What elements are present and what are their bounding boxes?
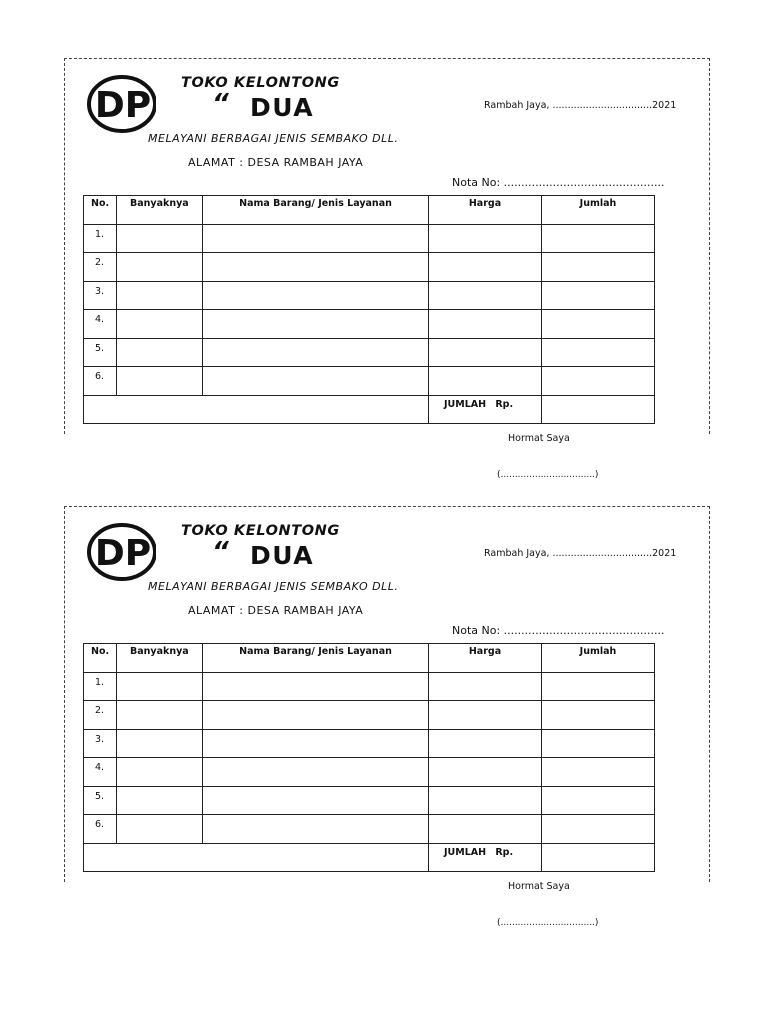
row-number: 3. <box>84 729 117 758</box>
quantity-cell[interactable] <box>117 281 203 310</box>
address: ALAMAT : DESA RAMBAH JAYA <box>188 156 364 169</box>
table-row <box>84 253 655 282</box>
header-item-name: Nama Barang/ Jenis Layanan <box>203 196 429 225</box>
header-quantity: Banyaknya <box>117 196 203 225</box>
logo-text: DP <box>94 85 152 126</box>
shop-logo <box>86 74 156 134</box>
quantity-cell[interactable] <box>117 815 203 844</box>
price-cell[interactable] <box>429 701 542 730</box>
date-line: Rambah Jaya, .................................2021 <box>484 100 677 111</box>
row-number: 2. <box>84 701 117 730</box>
total-label: JUMLAH Rp. <box>429 395 542 424</box>
header-item-name: Nama Barang/ Jenis Layanan <box>203 644 429 673</box>
header-amount: Jumlah <box>542 196 655 225</box>
header-price: Harga <box>429 644 542 673</box>
amount-cell[interactable] <box>542 701 655 730</box>
table-row <box>84 729 655 758</box>
total-amount-cell[interactable] <box>542 395 655 424</box>
price-cell[interactable] <box>429 786 542 815</box>
tagline: MELAYANI BERBAGAI JENIS SEMBAKO DLL. <box>148 132 399 145</box>
total-blank-cell <box>84 395 429 424</box>
header-no: No. <box>84 644 117 673</box>
price-cell[interactable] <box>429 367 542 396</box>
item-name-cell[interactable] <box>203 310 429 339</box>
item-name-cell[interactable] <box>203 224 429 253</box>
item-name-cell[interactable] <box>203 281 429 310</box>
items-table <box>83 643 655 872</box>
table-row <box>84 758 655 787</box>
brand-quote: “ <box>212 537 231 567</box>
item-name-cell[interactable] <box>203 815 429 844</box>
item-name-cell[interactable] <box>203 729 429 758</box>
receipt-2 <box>0 506 768 946</box>
price-cell[interactable] <box>429 281 542 310</box>
quantity-cell[interactable] <box>117 786 203 815</box>
price-cell[interactable] <box>429 758 542 787</box>
signature-line: (.................................) <box>497 470 599 480</box>
amount-cell[interactable] <box>542 310 655 339</box>
item-name-cell[interactable] <box>203 338 429 367</box>
item-name-cell[interactable] <box>203 786 429 815</box>
header-price: Harga <box>429 196 542 225</box>
total-label: JUMLAH Rp. <box>429 843 542 872</box>
table-row <box>84 672 655 701</box>
table-row <box>84 786 655 815</box>
nota-number: Nota No: .............................................. <box>452 176 665 189</box>
row-number: 2. <box>84 253 117 282</box>
signature-line: (.................................) <box>497 918 599 928</box>
cut-line-top <box>64 58 710 59</box>
row-number: 5. <box>84 786 117 815</box>
quantity-cell[interactable] <box>117 367 203 396</box>
date-line: Rambah Jaya, .................................2021 <box>484 548 677 559</box>
amount-cell[interactable] <box>542 338 655 367</box>
row-number: 3. <box>84 281 117 310</box>
total-blank-cell <box>84 843 429 872</box>
amount-cell[interactable] <box>542 758 655 787</box>
receipt-1 <box>0 58 768 498</box>
row-number: 1. <box>84 224 117 253</box>
price-cell[interactable] <box>429 815 542 844</box>
address: ALAMAT : DESA RAMBAH JAYA <box>188 604 364 617</box>
row-number: 4. <box>84 310 117 339</box>
quantity-cell[interactable] <box>117 310 203 339</box>
item-name-cell[interactable] <box>203 367 429 396</box>
total-row <box>84 843 655 872</box>
header-no: No. <box>84 196 117 225</box>
brand-word: DUA <box>250 541 315 570</box>
quantity-cell[interactable] <box>117 338 203 367</box>
quantity-cell[interactable] <box>117 672 203 701</box>
item-name-cell[interactable] <box>203 253 429 282</box>
amount-cell[interactable] <box>542 729 655 758</box>
price-cell[interactable] <box>429 672 542 701</box>
cut-line-top <box>64 506 710 507</box>
brand-word: DUA <box>250 93 315 122</box>
table-row <box>84 224 655 253</box>
nota-number: Nota No: .............................................. <box>452 624 665 637</box>
shop-name: TOKO KELONTONG <box>181 523 340 539</box>
logo-text: DP <box>94 533 152 574</box>
row-number: 5. <box>84 338 117 367</box>
amount-cell[interactable] <box>542 786 655 815</box>
quantity-cell[interactable] <box>117 253 203 282</box>
closing-text: Hormat Saya <box>508 881 570 892</box>
cut-line-left <box>64 506 65 882</box>
amount-cell[interactable] <box>542 281 655 310</box>
price-cell[interactable] <box>429 729 542 758</box>
cut-line-right <box>709 506 710 882</box>
amount-cell[interactable] <box>542 253 655 282</box>
price-cell[interactable] <box>429 224 542 253</box>
table-row <box>84 701 655 730</box>
brand-quote: “ <box>212 89 231 119</box>
closing-text: Hormat Saya <box>508 433 570 444</box>
table-row <box>84 815 655 844</box>
quantity-cell[interactable] <box>117 729 203 758</box>
row-number: 6. <box>84 815 117 844</box>
price-cell[interactable] <box>429 253 542 282</box>
amount-cell[interactable] <box>542 815 655 844</box>
tagline: MELAYANI BERBAGAI JENIS SEMBAKO DLL. <box>148 580 399 593</box>
amount-cell[interactable] <box>542 672 655 701</box>
table-row <box>84 310 655 339</box>
item-name-cell[interactable] <box>203 758 429 787</box>
cut-line-right <box>709 58 710 434</box>
cut-line-left <box>64 58 65 434</box>
total-row <box>84 395 655 424</box>
total-amount-cell[interactable] <box>542 843 655 872</box>
price-cell[interactable] <box>429 310 542 339</box>
items-table <box>83 195 655 424</box>
header-quantity: Banyaknya <box>117 644 203 673</box>
table-header-row <box>84 644 655 673</box>
amount-cell[interactable] <box>542 224 655 253</box>
item-name-cell[interactable] <box>203 701 429 730</box>
amount-cell[interactable] <box>542 367 655 396</box>
quantity-cell[interactable] <box>117 758 203 787</box>
quantity-cell[interactable] <box>117 224 203 253</box>
row-number: 6. <box>84 367 117 396</box>
row-number: 1. <box>84 672 117 701</box>
table-row <box>84 367 655 396</box>
table-row <box>84 281 655 310</box>
table-row <box>84 338 655 367</box>
table-header-row <box>84 196 655 225</box>
shop-logo <box>86 522 156 582</box>
price-cell[interactable] <box>429 338 542 367</box>
shop-name: TOKO KELONTONG <box>181 75 340 91</box>
row-number: 4. <box>84 758 117 787</box>
item-name-cell[interactable] <box>203 672 429 701</box>
quantity-cell[interactable] <box>117 701 203 730</box>
header-amount: Jumlah <box>542 644 655 673</box>
